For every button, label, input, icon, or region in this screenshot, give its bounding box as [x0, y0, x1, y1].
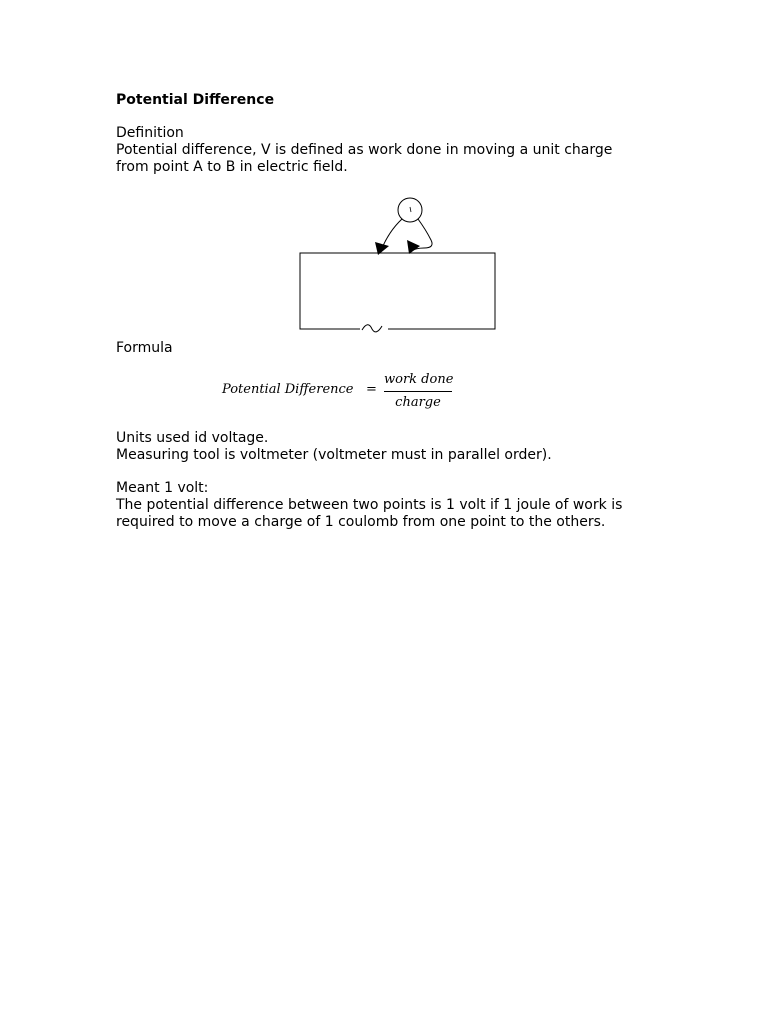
measuring-tool-text: Measuring tool is voltmeter (voltmeter must in parallel order).: [116, 447, 552, 463]
voltmeter-symbol: [398, 198, 422, 222]
formula-numerator: work done: [384, 372, 454, 387]
volt-definition-line-2: required to move a charge of 1 coulomb from one point to the others.: [116, 514, 606, 530]
fraction-bar: [384, 391, 452, 392]
formula-lhs: Potential Difference: [222, 382, 354, 397]
circuit-diagram: [290, 190, 510, 340]
formula-equation: [210, 368, 470, 418]
definition-text-line-2: from point A to B in electric field.: [116, 159, 348, 175]
page-title: Potential Difference: [116, 92, 275, 108]
arrow-right: [407, 240, 420, 254]
circuit-loop: [300, 253, 495, 329]
formula-denominator: charge: [395, 395, 441, 410]
volt-heading: Meant 1 volt:: [116, 480, 209, 496]
formula-equals: =: [366, 382, 377, 397]
definition-text-line-1: Potential difference, V is defined as work done in moving a unit charge: [116, 142, 613, 158]
definition-heading: Definition: [116, 125, 184, 141]
units-text: Units used id voltage.: [116, 430, 269, 446]
formula-heading: Formula: [116, 340, 173, 356]
circuit-gap: [360, 324, 388, 334]
volt-definition-line-1: The potential difference between two points is 1 volt if 1 joule of work is: [116, 497, 623, 513]
